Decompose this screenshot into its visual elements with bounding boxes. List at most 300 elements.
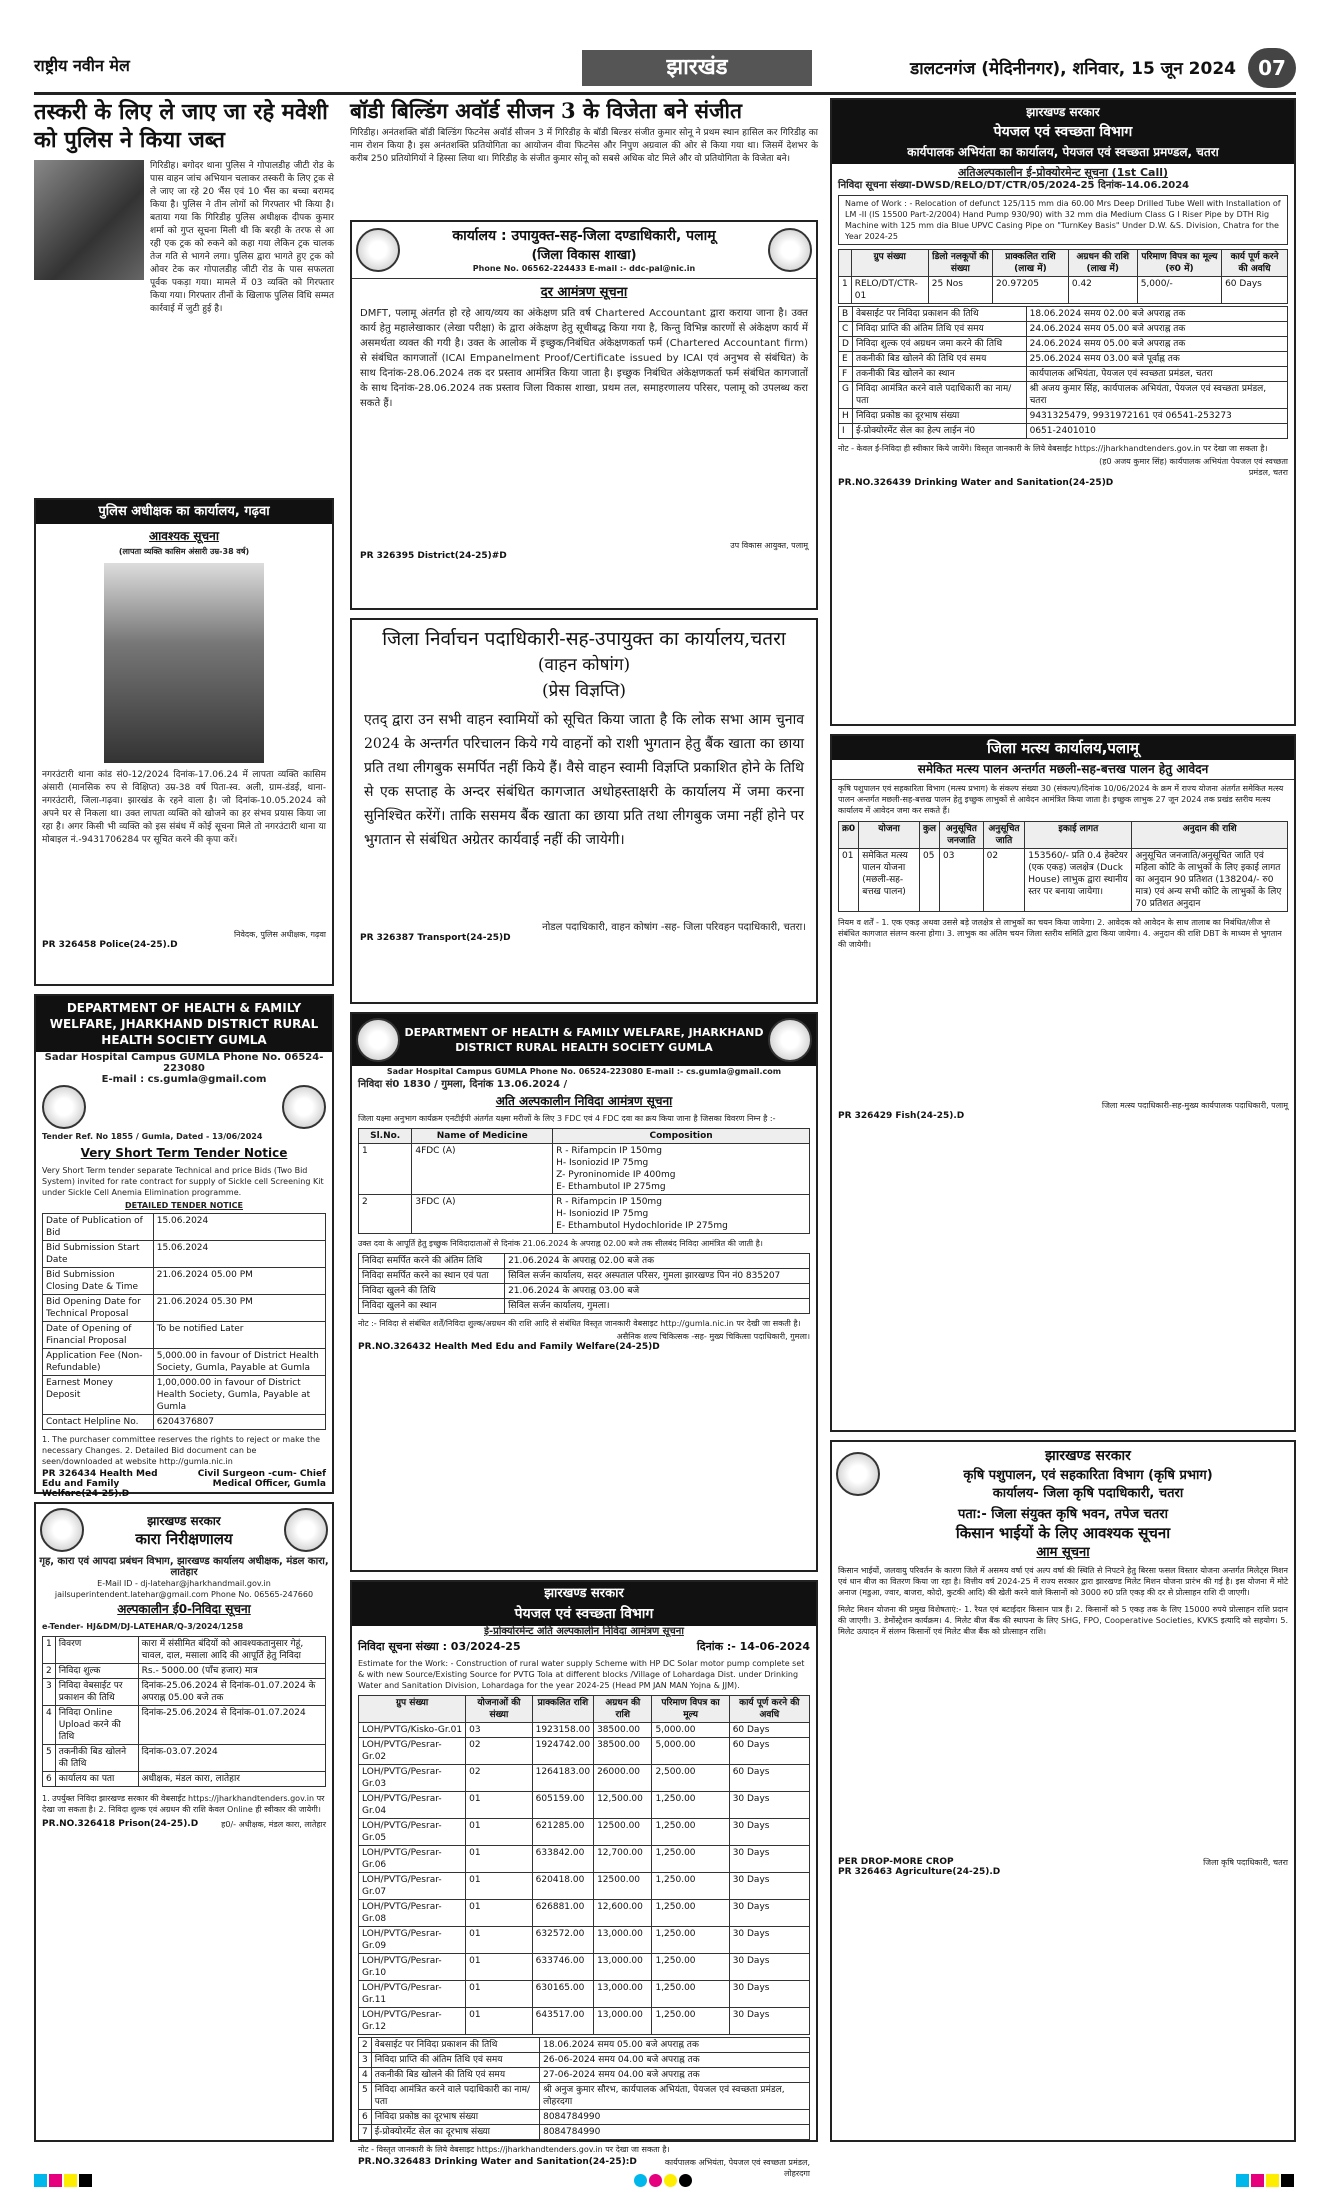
table-header-cell [839, 250, 852, 277]
chatra-water-notice [830, 98, 1296, 726]
section-title: झारखंड [582, 50, 812, 86]
table-row [839, 307, 1288, 322]
notice-sign: जिला मत्स्य पदाधिकारी-सह-मुख्य कार्यपालक पदाधिकारी, पलामू [1101, 1101, 1288, 1110]
table-header-cell: प्राक्कलित राशि (लाख में) [993, 250, 1069, 277]
jail-tender-notice [34, 1502, 334, 2142]
notice-sign: कार्यपालक अभियंता, पेयजल एवं स्वच्छता प्रमंडल, लोहरदगा [664, 2158, 810, 2178]
table-cell: 30 Days [729, 1954, 809, 1981]
notice-header: DEPARTMENT OF HEALTH & FAMILY WELFARE, JHARKHAND DISTRICT RURAL HEALTH SOCIETY GUMLA [404, 1026, 764, 1054]
table-cell: I [839, 424, 853, 439]
table-cell: 30 Days [729, 1819, 809, 1846]
notice-title: जिला मत्स्य कार्यालय,पलामू [832, 736, 1294, 760]
tender-note: नोट :- निविदा से संबंधित शर्तें/निविदा शुल्क/अग्रधन की राशि आदि से संबंधित विस्तृत जानकारी वेबसाइट http://gumla.nic.in पर देखी जा सकती है। [358, 1319, 801, 1328]
table-cell: 21.06.2024 05.00 PM [153, 1268, 325, 1295]
table-cell: 5,000.00 [652, 1738, 729, 1765]
agriculture-notice [830, 1440, 1296, 2142]
table-cell: LOH/PVTG/Pesrar-Gr.08 [359, 1900, 466, 1927]
table-cell: 60 Days [729, 1723, 809, 1738]
table-cell: 03 [940, 849, 984, 912]
tender-note: नोट - केवल ई-निविदा ही स्वीकार किये जायेंगे। विस्तृत जानकारी के लिये वेबसाईट https://jharkhandtenders.gov.in पर देखा जा सकता है। [838, 444, 1268, 453]
notice-type: दर आमंत्रण सूचना [540, 285, 628, 300]
table-row [839, 352, 1288, 367]
chatra-work-table [838, 249, 1288, 304]
table-row [43, 1268, 326, 1295]
org-name: झारखण्ड सरकार [147, 1513, 221, 1528]
table-cell: 8084784990 [540, 2125, 810, 2140]
table-cell: 1,250.00 [652, 1927, 729, 1954]
table-cell: वेबसाईट पर निविदा प्रकाशन की तिथि [371, 2038, 539, 2053]
gumla-medicine-notice [350, 1012, 818, 1572]
table-cell: LOH/PVTG/Pesrar-Gr.04 [359, 1792, 466, 1819]
table-header-cell: कुल [919, 822, 939, 849]
table-cell: 15.06.2024 [153, 1241, 325, 1268]
table-cell: 1,250.00 [652, 1900, 729, 1927]
table-cell: LOH/PVTG/Pesrar-Gr.02 [359, 1738, 466, 1765]
press-release: (प्रेस विज्ञप्ति) [542, 681, 626, 701]
table-cell: अनुसूचित जनजाति/अनुसूचित जाति एवं महिला कोटि के लाभुकों के लिए इकाई लागत का अनुदान 90 प्रतिशत (138204/- रु0 मात्र) एवं अन्य सभी कोटि के लाभुकों के लिए 70 प्रतिशत अनुदान [1132, 849, 1288, 912]
table-cell: 3 [43, 1679, 56, 1706]
table-cell: 2 [43, 1664, 56, 1679]
table-header-cell: कार्य पूर्ण करने की अवधि [1222, 250, 1288, 277]
notice-rules: नियम व शर्तें - 1. एक एकड़ अथवा उससे बड़े जलक्षेत्र से लाभुकों का चयन किया जायेगा। 2. आवेदक को आवेदन के साथ तालाब का निबंधित/लीज से संबंधित कागजात संलग्न करना होगा। 3. लाभुक का अंतिम चयन जिला स्तरीय समिति द्वारा किया जायेगा। 4. अनुदान की राशि DBT के माध्यम से भुगतान की जायेगी। [838, 918, 1282, 949]
table-row [359, 1254, 810, 1269]
table-cell: 21.06.2024 के अपराह्न 02.00 बजे तक [505, 1254, 810, 1269]
schedule-table [358, 1253, 810, 1314]
table-cell: 38500.00 [594, 1738, 652, 1765]
table-row [43, 1376, 326, 1415]
work-description: Estimate for the Work: - Construction of rural water supply Scheme with HP DC Solar motor pump complete set & with new Source/Existing Source for PVTG Tola at different blocks /Village of Lohardaga Dist. under Drinking Water and Sanitation Division, Lohardaga for the year 2024-25 (Head PM JAN MAN Yojna & JJM). [358, 1659, 805, 1690]
notice-sign: जिला कृषि पदाधिकारी, चतरा [1203, 1858, 1288, 1867]
medicine-table [358, 1128, 810, 1234]
table-cell: 632572.00 [532, 1927, 593, 1954]
table-cell: 30 Days [729, 1846, 809, 1873]
table-cell: Rs.- 5000.00 (पाँच हजार) मात्र [138, 1664, 325, 1679]
table-cell: निविदा आमंत्रित करने वाले पदाधिकारी का नाम/पता [371, 2083, 539, 2110]
emblem-icon [356, 228, 400, 272]
table-cell: 12,700.00 [594, 1846, 652, 1873]
table-row [839, 367, 1288, 382]
table-row [839, 337, 1288, 352]
notice-body: एतद् द्वारा उन सभी वाहन स्वामियों को सूचित किया जाता है कि लोक सभा आम चुनाव 2024 के अन्तर्गत परिचालन किये गये वाहनों को राशी भुगतान हेतु बैंक खाता का छाया प्रति तथा लीगबुक समर्पित नहीं किये हैं। वैसे वाहन स्वामी विज्ञप्ति प्रकाशित होने के तिथि से एक सप्ताह के अन्दर संबंधित कागजात अधोहस्ताक्षरी के कार्यालय में जमा करना सुनिश्चित करेंगें। ताकि ससमय बैंक खाता का छाया प्रति तथा लीगबुक जमा नहीं होने पर भुगतान से संबंधित अग्रेतर कार्यवाई नहीं की जायेगी। [364, 712, 804, 848]
table-cell: 38500.00 [594, 1723, 652, 1738]
table-row [359, 2053, 810, 2068]
table-cell: 21.06.2024 05.30 PM [153, 1295, 325, 1322]
notice-body: नगरउंटारी थाना कांड सं0-12/2024 दिनांक-17.06.24 में लापता व्यक्ति कासिम अंसारी (मानसिक रुप से विक्षिप्त) उम्र-38 वर्ष पिता-स्व. अली, ग्राम-डंडई, थाना-नगरउंटारी, जिला-गढ़वा। झारखंड के रहने वाला है। जो दिनांक-10.05.2024 को अपने घर से निकला था। उक्त लापता व्यक्ति को खोजने का हर संभव प्रयास किया जा रहा है। अगर किसी भी व्यक्ति को इस संबंध में कोई सूचना मिले तो नगरउंटारी थाना या मोबाइल नं.-9431706284 पर सूचित करने की कृपा करें। [42, 770, 326, 845]
table-cell: 13,000.00 [594, 2008, 652, 2035]
table-cell: D [839, 337, 853, 352]
tender-ref: Tender Ref. No 1855 / Gumla, Dated - 13/06/2024 [42, 1132, 263, 1141]
pr-number: PR 326463 Agriculture(24-25).D [838, 1867, 1001, 1877]
table-row [839, 277, 1288, 304]
table-cell: LOH/PVTG/Pesrar-Gr.06 [359, 1846, 466, 1873]
table-row [359, 2083, 810, 2110]
org-name: झारखण्ड सरकार [832, 100, 1294, 124]
table-row [359, 1144, 810, 1195]
table-cell: F [839, 367, 853, 382]
table-cell: 01 [466, 1819, 533, 1846]
color-swatches-right [1236, 2172, 1296, 2191]
table-cell: 1,250.00 [652, 1954, 729, 1981]
masthead [34, 48, 1296, 88]
tender-title: अति अल्पकालीन निविदा आमंत्रण सूचना [495, 1094, 673, 1108]
table-cell: 25.06.2024 समय 03.00 बजे पूर्वाह्न तक [1026, 352, 1287, 367]
table-cell: निविदा समर्पित करने का स्थान एवं पता [359, 1269, 505, 1284]
table-row [839, 382, 1288, 409]
table-cell: Application Fee (Non-Refundable) [43, 1349, 154, 1376]
table-cell: 9431325479, 9931972161 एवं 06541-253273 [1026, 409, 1287, 424]
table-cell: तकनीकी बिड खोलने की तिथि एवं समय [371, 2068, 539, 2083]
table-cell: LOH/PVTG/Pesrar-Gr.07 [359, 1873, 466, 1900]
table-header-cell: कार्य पूर्ण करने की अवधि [729, 1696, 809, 1723]
notice-sign: ह0/- अधीक्षक, मंडल कारा, लातेहार [221, 1820, 326, 1829]
table-cell: LOH/PVTG/Pesrar-Gr.05 [359, 1819, 466, 1846]
table-cell: निविदा समर्पित करने की अंतिम तिथि [359, 1254, 505, 1269]
table-cell: श्री अजय कुमार सिंह, कार्यपालक अभियंता, पेयजल एवं स्वच्छता प्रमंडल, चतरा [1026, 382, 1287, 409]
table-row [839, 424, 1288, 439]
table-header-cell: परिमाण विपत्र का मूल्य [652, 1696, 729, 1723]
table-row [43, 1664, 326, 1679]
table-row [359, 2068, 810, 2083]
table-cell: 4 [359, 2068, 372, 2083]
table-header-cell: अग्रधन की राशि [594, 1696, 652, 1723]
gumla-tender-notice [34, 994, 334, 1499]
table-cell: 1,250.00 [652, 1981, 729, 2008]
notice-sign: असैनिक शल्य चिकित्सक -सह- मुख्य चिकित्सा पदाधिकारी, गुमला। [616, 1332, 810, 1341]
table-cell: समेकित मत्स्य पालन योजना (मछली-सह-बत्तख पालन) [859, 849, 920, 912]
table-cell: 27-06-2024 समय 04.00 बजे अपराह्न तक [540, 2068, 810, 2083]
notice-list: मिलेट मिशन योजना की प्रमुख विशेषताएं:- 1. रैयत एवं बटाईदार किसान पात्र हैं। 2. किसानों को 5 एकड़ तक के लिए 15000 रुपये प्रोत्साहन राशि प्रदान की जाएगी। 3. डेमोंस्ट्रेशन कार्यक्रम। 4. मिलेट बीज बैंक की स्थापना के लिए SHG, FPO, Cooperative Societies, KVKS इत्यादि को सहयोग। 5. मिलेट उत्पादन में संलग्न किसानों एवं मिलेट बीज बैंक को प्रोत्साहन राशि। [838, 1605, 1288, 1636]
jharkhand-logo-icon [768, 228, 812, 272]
notice-body: DMFT, पलामू अंतर्गत हो रहे आय/व्यय का अंकेक्षण प्रति वर्ष Chartered Accountant द्वारा कराया जाना है। उक्त कार्य हेतु महालेखाकार (लेखा परीक्षा) के द्वारा अंकेक्षण हेतु सूचीबद्ध किया गया है, किन्तु विभिन्न कारणों से अंकेक्षण कार्य में असमर्थता व्यक्त की गयी है। उक्त के आलोक में इच्छुक/निबंधित अंकेक्षणकर्ता फर्म (Chartered Accountant firm) से संबंधित कागजातों (ICAI Empanelment Proof/Certificate issued by ICAI एवं अनुभव से संबंधित) के साथ दिनांक-28.06.2024 तक दर प्रस्ताव आमंत्रित किया जाता है। इच्छुक निबंधित अंकेक्षणकर्ता फर्म संबंधित कागजातों के साथ दिनांक-28.06.2024 तक प्रस्ताव जिला विकास शाखा, प्रथम तल, समाहरणालय परिसर, पलामू को उपलब्ध करा सकते हैं। [360, 308, 808, 409]
notice-subheader: Sadar Hospital Campus GUMLA Phone No. 06524-223080 E-mail :- cs.gumla@gmail.com [386, 1067, 782, 1076]
table-cell: 02 [466, 1738, 533, 1765]
story-body: गिरिडीह। अनंतशक्ति बॉडी बिल्डिंग फिटनेस अवॉर्ड सीजन 3 में गिरिडीह के बॉडी बिल्डर संजीत कुमार सोनू ने प्रथम स्थान हासिल कर गिरिडीह का नाम रोशन किया है। इस अनंतशक्ति प्रतियोगिता का आयोजन वीवा फिटनेस और निपुण अग्रवाल की ओर से किया गया था। जिसमें देशभर के करीब 250 प्रतियोगियों ने हिस्सा लिया था। गिरिडीह के संजीत कुमार सोनू को सबसे अधिक वोट मिले और वो प्रतियोगिता के विजेता बने। [350, 128, 818, 164]
table-cell: 6204376807 [153, 1415, 325, 1430]
lohardaga-table [358, 1695, 810, 2035]
table-cell: 01 [466, 1981, 533, 2008]
table-cell: H [839, 409, 853, 424]
tender-ref: निविदा सूचना संख्या : 03/2024-25 [358, 1640, 521, 1653]
table-header-cell: Sl.No. [359, 1129, 412, 1144]
notice-body: कृषि पशुपालन एवं सहकारिता विभाग (मत्स्य प्रभाग) के संकल्प संख्या 30 (संकल्प)/दिनांक 10/06/2024 के क्रम में राज्य योजना अंतर्गत समेकित मत्स्य पालन अन्तर्गत मछली-सह-बत्तख पालन हेतु इच्छुक लाभुकों से आवेदन आमंत्रित किया जाता है। इच्छुक लाभुक 27 जून 2024 तक प्रखंड स्तरीय मत्स्य कार्यालय में आवेदन जमा कर सकते हैं। [838, 784, 1284, 815]
table-cell: 633842.00 [532, 1846, 593, 1873]
pr-number: PR 326434 Health Med Edu and Family Welfare(24-25).D [42, 1469, 158, 1499]
seal-icon [42, 1085, 86, 1129]
tender-date: दिनांक :- 14-06-2024 [696, 1640, 810, 1653]
table-cell: 30 Days [729, 1792, 809, 1819]
table-cell: 21.06.2024 के अपराह्न 03.00 बजे [505, 1284, 810, 1299]
table-cell: दिनांक-25.06.2024 से दिनांक-01.07.2024 [138, 1706, 325, 1745]
table-header-cell: योजना [859, 822, 920, 849]
table-row [359, 1981, 810, 2008]
table-header-cell: अनुसूचित जनजाति [940, 822, 984, 849]
table-header-cell: अग्रधन की राशि (लाख में) [1068, 250, 1137, 277]
tender-note: नोट - विस्तृत जानकारी के लिये वेबसाइट https://jharkhandtenders.gov.in पर देखा जा सकता है। [358, 2145, 670, 2154]
table-cell: 26-06-2024 समय 04.00 बजे अपराह्न तक [540, 2053, 810, 2068]
table-cell: 7 [359, 2125, 372, 2140]
table-row [359, 1284, 810, 1299]
table-cell: निविदा खुलने की तिथि [359, 1284, 505, 1299]
table-cell: 30 Days [729, 2008, 809, 2035]
table-cell: 5,000/- [1137, 277, 1221, 304]
table-cell: 60 Days [729, 1738, 809, 1765]
table-cell: निविदा शुल्क एवं अग्रधन जमा करने की तिथि [852, 337, 1026, 352]
masthead-rule [34, 92, 1296, 95]
pr-number: PR.NO.326439 Drinking Water and Sanitation(24-25)D [838, 478, 1114, 488]
table-cell: R - Rifampcin IP 150mg H- Isoniozid IP 75mg Z- Pyroninomide IP 400mg E- Ethambutol IP 275mg [553, 1144, 810, 1195]
table-row [359, 1269, 810, 1284]
table-cell: Bid Submission Start Date [43, 1241, 154, 1268]
table-header-cell: Name of Medicine [412, 1129, 553, 1144]
office-name: कार्यपालक अभियंता का कार्यालय, पेयजल एवं स्वच्छता प्रमण्डल, चतरा [832, 144, 1294, 164]
table-cell: दिनांक-25.06.2024 से दिनांक-01.07.2024 के अपराह्न 05.00 बजे तक [138, 1679, 325, 1706]
tender-body: Very Short Term tender separate Technical and price Bids (Two Bid System) invited for rate contract for supply of Sickle cell Screening Kit under Sickle Cell Anemia Elimination programme. [42, 1166, 324, 1197]
table-cell: 02 [466, 1765, 533, 1792]
pr-number: PR.NO.326432 Health Med Edu and Family Welfare(24-25)D [358, 1342, 660, 1352]
table-cell: 1,250.00 [652, 1873, 729, 1900]
fish-office-notice [830, 734, 1296, 1432]
notice-sign: नोडल पदाधिकारी, वाहन कोषांग -सह- जिला परिवहन पदाधिकारी, चतरा। [542, 922, 806, 933]
org-name: झारखण्ड सरकार [352, 1582, 816, 1606]
table-cell: 1 [359, 1144, 412, 1195]
jail-note: 1. उपर्युक्त निविदा झारखण्ड सरकार की वेबसाईट https://jharkhandtenders.gov.in पर देखा जा सकता है। 2. निविदा शुल्क एवं अग्रधन की राशि केवल Online ही स्वीकार की जायेगी। [42, 1794, 325, 1814]
emblem-icon [282, 1085, 326, 1129]
cattle-photo [34, 160, 144, 280]
table-cell: 30 Days [729, 1873, 809, 1900]
table-row [359, 1299, 810, 1314]
table-header-cell: योजनाओं की संख्या [466, 1696, 533, 1723]
table-header-cell: अनुदान की राशि [1132, 822, 1288, 849]
table-cell: 626881.00 [532, 1900, 593, 1927]
table-row [359, 2110, 810, 2125]
table-row [359, 1819, 810, 1846]
table-cell: 1 [839, 277, 852, 304]
notice-sign: (ह0 अजय कुमार सिंह) कार्यपालक अभियंता पेयजल एवं स्वच्छता प्रमंडल, चतरा [1099, 457, 1288, 477]
notice-subheader: Sadar Hospital Campus GUMLA Phone No. 06524-223080 [44, 1052, 324, 1074]
table-cell: 4 [43, 1706, 56, 1745]
table-cell: विवरण [55, 1637, 138, 1664]
table-row [359, 1792, 810, 1819]
table-cell: 605159.00 [532, 1792, 593, 1819]
table-cell: 18.06.2024 समय 05.00 बजे अपराह्न तक [540, 2038, 810, 2053]
missing-person-photo [104, 563, 264, 763]
pr-number: PR 326458 Police(24-25).D [42, 940, 178, 950]
table-row [43, 1679, 326, 1706]
table-cell: 18.06.2024 समय 02.00 बजे अपराह्न तक [1026, 307, 1287, 322]
table-row [43, 1772, 326, 1787]
notice-email: E-Mail ID - dj-latehar@jharkhandmail.gov.in jailsuperintendent.latehar@gmail.com Phone No. 06565-247660 [54, 1579, 314, 1599]
table-row [43, 1214, 326, 1241]
notice-title: जिला निर्वाचन पदाधिकारी-सह-उपायुक्त का कार्यालय,चतरा [382, 628, 786, 650]
table-cell: 01 [466, 1954, 533, 1981]
table-cell: 2,500.00 [652, 1765, 729, 1792]
table-cell: 01 [466, 1927, 533, 1954]
table-cell: 30 Days [729, 1900, 809, 1927]
emblem-icon [768, 1018, 812, 1062]
table-row [359, 2038, 810, 2053]
page-number: 07 [1248, 48, 1296, 88]
table-cell: RELO/DT/CTR-01 [851, 277, 928, 304]
notice-body: किसान भाईयों, जलवायु परिवर्तन के कारण जिले में असमय वर्षा एवं अल्प वर्षा की स्थिति से निपटने हेतु बिरसा फसल विस्तार योजना अन्तर्गत मिलेट्स मिशन एवं धान बीज का वितरण किया जा रहा है। वित्तीय वर्ष 2024-25 में राज्य सरकार द्वारा झारखण्ड मिलेट मिशन योजना प्रारंभ की गई है। इस योजना में मोटे अनाज (मडुआ, ज्वार, बाजरा, कोदो, कुटकी आदि) की खेती करने वाले किसानों को 3000 रु0 प्रति एकड़ की दर से प्रोत्साहन राशि दी जाएगी। [838, 1566, 1288, 1597]
table-cell: 2 [359, 1195, 412, 1234]
lohardaga-tender-notice [350, 1580, 818, 2178]
notice-phone: Phone No. 06562-224433 E-mail :- ddc-pal@nic.in [472, 264, 696, 273]
table-cell: Bid Opening Date for Technical Proposal [43, 1295, 154, 1322]
table-cell: LOH/PVTG/Pesrar-Gr.11 [359, 1981, 466, 2008]
table-cell: तकनीकी बिड खोलने का स्थान [852, 367, 1026, 382]
notice-subtitle: समेकित मत्स्य पालन अन्तर्गत मछली-सह-बत्तख पालन हेतु आवेदन [832, 760, 1294, 780]
table-row [43, 1295, 326, 1322]
pr-number: PR.NO.326418 Prison(24-25).D [42, 1819, 199, 1829]
notice-title: किसान भाईयों के लिए आवश्यक सूचना [955, 1524, 1171, 1542]
table-row [839, 322, 1288, 337]
table-cell: 30 Days [729, 1927, 809, 1954]
table-cell: 24.06.2024 समय 05.00 बजे अपराह्न तक [1026, 337, 1287, 352]
table-row [359, 1723, 810, 1738]
table-cell: 12,600.00 [594, 1900, 652, 1927]
table-cell: 2 [359, 2038, 372, 2053]
table-cell: 5 [359, 2083, 372, 2110]
table-header-cell: अनुसूचित जाति [983, 822, 1025, 849]
jharkhand-logo-icon [284, 1508, 328, 1552]
table-row [43, 1241, 326, 1268]
notice-title: कार्यालय : उपायुक्त-सह-जिला दण्डाधिकारी, पलामू [452, 228, 716, 244]
jail-table [42, 1636, 326, 1787]
table-cell: कारा में संसीमित बंदियों को आवश्यकतानुसार गेहूं, चावल, दाल, मसाला आदि की आपूर्ति हेतु निविदा [138, 1637, 325, 1664]
tender-ref: निविदा सं0 1830 / गुमला, दिनांक 13.06.2024 / [358, 1079, 568, 1090]
table-header-cell: इकाई लागत [1025, 822, 1132, 849]
table-row [43, 1706, 326, 1745]
table-cell: निविदा खुलने का स्थान [359, 1299, 505, 1314]
table-cell: ई-प्रोक्योरमेंट सेल का हेल्प लाईन नं0 [852, 424, 1026, 439]
table-cell: R - Rifampcin IP 150mg H- Isoniozid IP 75mg E- Ethambutol Hydochloride IP 275mg [553, 1195, 810, 1234]
table-cell: ई-प्रोक्योरमेंट सेल का दूरभाष संख्या [371, 2125, 539, 2140]
dept-name: पेयजल एवं स्वच्छता विभाग [352, 1606, 816, 1626]
table-header-cell: डिलो नलकूपों की संख्या [928, 250, 992, 277]
table-cell: E [839, 352, 853, 367]
lohardaga-schedule [358, 2037, 810, 2140]
table-header-cell: प्राक्कलित राशि [532, 1696, 593, 1723]
table-cell: 25 Nos [928, 277, 992, 304]
table-cell: 1924742.00 [532, 1738, 593, 1765]
table-row [43, 1745, 326, 1772]
table-cell: LOH/PVTG/Pesrar-Gr.09 [359, 1927, 466, 1954]
table-cell: G [839, 382, 853, 409]
table-cell: 01 [466, 1846, 533, 1873]
column-left [34, 98, 334, 2145]
notice-subtitle: आवश्यक सूचना [149, 529, 219, 543]
emblem-icon [40, 1508, 84, 1552]
table-cell: 26000.00 [594, 1765, 652, 1792]
table-cell: B [839, 307, 853, 322]
table-cell: निविदा वेबसाईट पर प्रकाशन की तिथि [55, 1679, 138, 1706]
notice-header: DEPARTMENT OF HEALTH & FAMILY WELFARE, JHARKHAND DISTRICT RURAL HEALTH SOCIETY GUMLA [36, 996, 332, 1052]
column-right [830, 98, 1296, 2145]
table-cell: निविदा आमंत्रित करने वाले पदाधिकारी का नाम/पता [852, 382, 1026, 409]
table-cell: निविदा प्रकोष्ठ का दूरभाष संख्या [852, 409, 1026, 424]
table-cell: 20.97205 [993, 277, 1069, 304]
table-cell: 6 [43, 1772, 56, 1787]
table-cell: तकनीकी बिड खोलने की तिथि [55, 1745, 138, 1772]
chatra-election-notice [350, 618, 818, 1004]
table-cell: अधीक्षक, मंडल कारा, लातेहार [138, 1772, 325, 1787]
table-row [359, 1195, 810, 1234]
table-cell: 633746.00 [532, 1954, 593, 1981]
tender-type: ई-प्रोक्योरमेन्ट अति अल्पकालीन निविदा आमंत्रण सूचना [484, 1626, 684, 1637]
notice-subtitle: आम सूचना [1036, 1545, 1090, 1560]
tender-ref: निविदा सूचना संख्या-DWSD/RELO/DT/CTR/05/2024-25 दिनांक-14.06.2024 [838, 180, 1190, 191]
story-headline: तस्करी के लिए ले जाए जा रहे मवेशी को पुलिस ने किया जब्त [34, 99, 328, 153]
notice-title: पुलिस अधीक्षक का कार्यालय, गढ़वा [36, 500, 332, 524]
table-cell: 1 [43, 1637, 56, 1664]
table-cell: 0651-2401010 [1026, 424, 1287, 439]
seal-icon [356, 1018, 400, 1062]
table-cell: 30 Days [729, 1981, 809, 2008]
table-cell: 5 [43, 1745, 56, 1772]
table-cell: 5,000.00 [652, 1723, 729, 1738]
table-row [359, 1954, 810, 1981]
pr-number: PR 326429 Fish(24-25).D [838, 1111, 965, 1121]
table-cell: 01 [466, 1873, 533, 1900]
table-cell: श्री अनुज कुमार सौरभ, कार्यपालक अभियंता, पेयजल एवं स्वच्छता प्रमंडल, लोहरदगा [540, 2083, 810, 2110]
table-row [43, 1637, 326, 1664]
notice-title: कारा निरीक्षणालय [135, 1529, 233, 1548]
table-cell: To be notified Later [153, 1322, 325, 1349]
color-swatches-center [634, 2172, 694, 2191]
notice-subtitle: (वाहन कोषांग) [537, 655, 631, 675]
table-cell: निविदा प्राप्ति की अंतिम तिथि एवं समय [852, 322, 1026, 337]
table-cell: निविदा प्राप्ति की अंतिम तिथि एवं समय [371, 2053, 539, 2068]
table-cell: 3 [359, 2053, 372, 2068]
police-notice [34, 498, 334, 986]
table-row [43, 1349, 326, 1376]
table-cell: 01 [466, 1792, 533, 1819]
table-title: DETAILED TENDER NOTICE [124, 1201, 244, 1210]
table-row [359, 1846, 810, 1873]
table-cell: 1923158.00 [532, 1723, 593, 1738]
table-cell: 13,000.00 [594, 1927, 652, 1954]
pr-number: PR.NO.326483 Drinking Water and Sanitation(24-25):D [358, 2157, 637, 2167]
table-cell: 02 [983, 849, 1025, 912]
chatra-schedule [838, 306, 1288, 439]
column-middle [350, 98, 818, 2178]
dept-name: पेयजल एवं स्वच्छता विभाग [832, 124, 1294, 144]
table-cell: LOH/PVTG/Pesrar-Gr.10 [359, 1954, 466, 1981]
table-cell: 1,250.00 [652, 2008, 729, 2035]
table-cell: 621285.00 [532, 1819, 593, 1846]
table-cell: 643517.00 [532, 2008, 593, 2035]
table-row [359, 1873, 810, 1900]
table-cell: 0.42 [1068, 277, 1137, 304]
table-row [359, 1765, 810, 1792]
notice-subtitle: (जिला विकास शाखा) [531, 248, 637, 263]
table-cell: LOH/PVTG/Kisko-Gr.01 [359, 1723, 466, 1738]
table-cell: 1,250.00 [652, 1819, 729, 1846]
tender-note: 1. The purchaser committee reserves the rights to reject or make the necessary Changes. 2. Detailed Bid document can be seen/downloaded at website http://gumla.nic.in [42, 1435, 321, 1466]
tender-title: Very Short Term Tender Notice [80, 1146, 288, 1160]
table-cell: 24.06.2024 समय 05.00 बजे अपराह्न तक [1026, 322, 1287, 337]
table-cell: C [839, 322, 853, 337]
table-row [359, 2008, 810, 2035]
table-cell: 8084784990 [540, 2110, 810, 2125]
table-cell: LOH/PVTG/Pesrar-Gr.12 [359, 2008, 466, 2035]
table-header-cell: Composition [553, 1129, 810, 1144]
table-cell: 01 [466, 2008, 533, 2035]
table-cell: तकनीकी बिड खोलने की तिथि एवं समय [852, 352, 1026, 367]
table-cell: 4FDC (A) [412, 1144, 553, 1195]
table-cell: 60 Days [1222, 277, 1288, 304]
dept-name: कृषि पशुपालन, एवं सहकारिता विभाग (कृषि प्रभाग) [963, 1468, 1213, 1483]
